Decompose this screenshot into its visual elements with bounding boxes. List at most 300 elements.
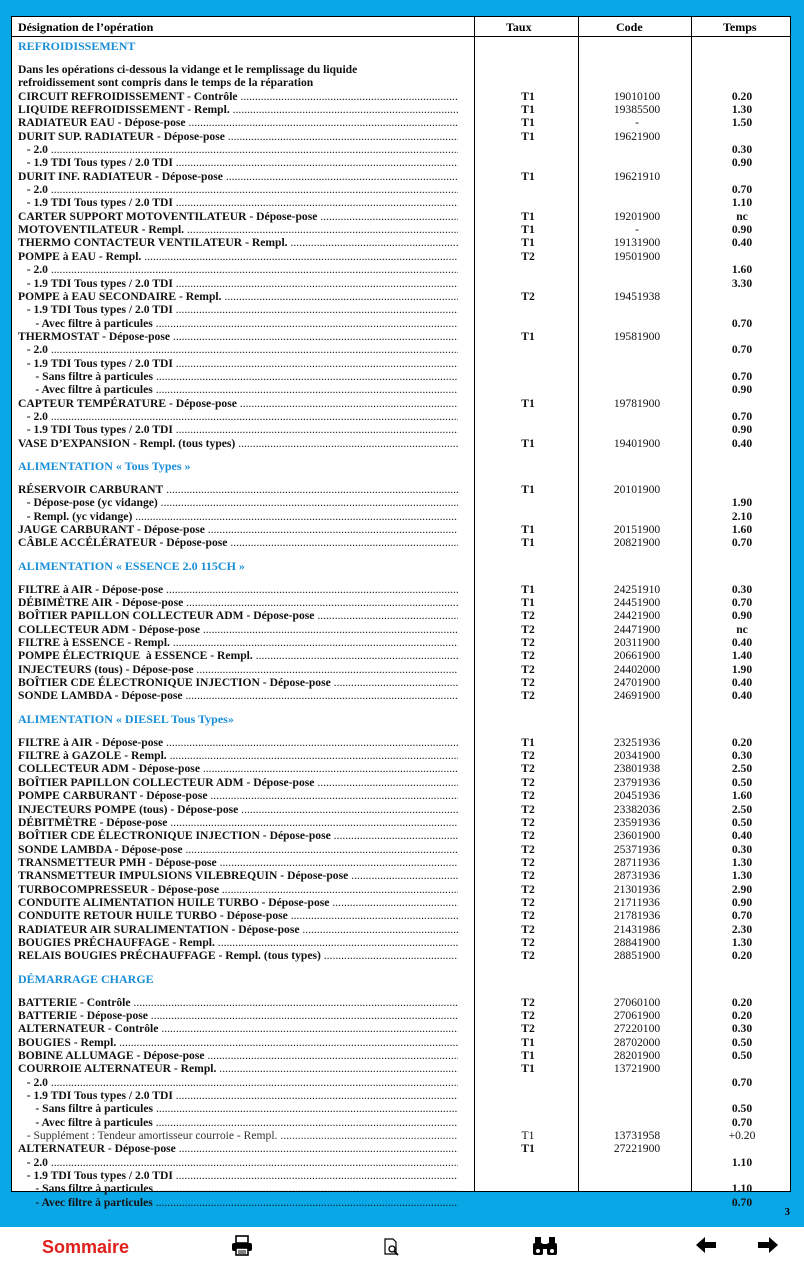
operation-designation: BATTERIE - Contrôle ..... xyxy=(18,996,458,1009)
operation-designation: refroidissement sont compris dans le temps de la réparation xyxy=(18,76,314,90)
header-designation: Désignation de l’opération xyxy=(18,20,154,34)
section-title: ALIMENTATION « Tous Types » xyxy=(18,458,191,473)
table-row xyxy=(12,357,790,370)
operation-taux: T1 xyxy=(521,129,535,143)
row-spacer xyxy=(12,475,790,483)
operation-taux: T1 xyxy=(521,536,535,550)
operation-code: 24251910 xyxy=(613,582,661,596)
operation-temps: 0.20 xyxy=(731,89,753,103)
operation-taux: T2 xyxy=(521,869,535,883)
table-row xyxy=(12,397,790,410)
table-row xyxy=(12,370,790,383)
operation-temps: 0.90 xyxy=(731,895,753,909)
operation-designation: RADIATEUR EAU - Dépose-pose ..... xyxy=(18,116,458,129)
table-row xyxy=(12,1129,790,1142)
operation-temps: 1.30 xyxy=(731,869,753,883)
operation-designation: COLLECTEUR ADM - Dépose-pose ..... xyxy=(18,623,458,636)
operation-temps: 0.70 xyxy=(731,909,753,923)
operation-taux: T2 xyxy=(521,949,535,963)
operation-designation: FILTRE à GAZOLE - Rempl. ..... xyxy=(18,749,458,762)
operation-taux: T1 xyxy=(521,1142,535,1156)
table-row xyxy=(12,949,790,962)
table-row xyxy=(12,789,790,802)
operation-temps: 0.70 xyxy=(731,1115,753,1129)
table-row xyxy=(12,317,790,330)
table-row xyxy=(12,303,790,316)
operation-code: 19621910 xyxy=(613,169,661,183)
operation-code: 23251936 xyxy=(613,735,661,749)
table-row xyxy=(12,1022,790,1035)
row-spacer xyxy=(12,988,790,996)
document-search-icon[interactable] xyxy=(382,1237,402,1263)
operation-designation: Dans les opérations ci-dessous la vidange et le remplissage du liquide xyxy=(18,63,358,76)
operation-taux: T2 xyxy=(521,249,535,263)
table-row xyxy=(12,330,790,343)
operation-code: 27221900 xyxy=(613,1142,661,1156)
operation-code: 28201900 xyxy=(613,1049,661,1062)
operation-temps: 0.90 xyxy=(731,423,753,437)
operation-temps: 2.50 xyxy=(731,762,753,776)
table-row xyxy=(12,156,790,169)
operation-designation: BOÎTIER PAPILLON COLLECTEUR ADM - Dépose-pose ..... xyxy=(18,609,458,622)
operation-designation: CARTER SUPPORT MOTOVENTILATEUR - Dépose-pose ..... xyxy=(18,210,458,223)
operation-code: 24421900 xyxy=(613,609,661,623)
operation-temps: 1.60 xyxy=(731,789,753,803)
operation-designation: - 2.0 ..... xyxy=(18,410,458,423)
operation-temps: 1.90 xyxy=(731,662,753,676)
header-temps: Temps xyxy=(723,20,757,34)
operation-taux: T1 xyxy=(521,116,535,130)
operation-code: 28851900 xyxy=(613,949,661,963)
section-heading xyxy=(12,558,790,575)
table-row xyxy=(12,869,790,882)
operation-code: 19010100 xyxy=(613,89,661,103)
operation-designation: FILTRE à AIR - Dépose-pose ..... xyxy=(18,736,458,749)
table-row xyxy=(12,596,790,609)
operation-designation: - Sans filtre à particules ..... xyxy=(18,370,458,383)
operation-designation: BOÎTIER PAPILLON COLLECTEUR ADM - Dépose-pose ..... xyxy=(18,776,458,789)
operation-code: 23591936 xyxy=(613,815,661,829)
operation-code: 24402000 xyxy=(613,662,661,676)
operation-taux: T2 xyxy=(521,676,535,690)
operation-taux: T2 xyxy=(521,689,535,703)
table-row xyxy=(12,689,790,702)
operation-code: 21711936 xyxy=(614,895,660,909)
table-row xyxy=(12,103,790,116)
table-row xyxy=(12,410,790,423)
operation-taux: T2 xyxy=(521,775,535,789)
operation-temps: 0.70 xyxy=(731,316,753,330)
table-row xyxy=(12,1062,790,1075)
table-row xyxy=(12,343,790,356)
operation-temps: 0.50 xyxy=(731,1102,753,1116)
operation-designation: - Supplément : Tendeur amortisseur courroie - Rempl. ..... xyxy=(18,1129,458,1142)
operation-temps: nc xyxy=(736,622,748,636)
table-row xyxy=(12,496,790,509)
table-row xyxy=(12,1169,790,1182)
operation-code: 20101900 xyxy=(613,482,661,496)
operation-code: 24701900 xyxy=(613,676,661,690)
table-row xyxy=(12,1142,790,1155)
operation-temps: 0.20 xyxy=(731,949,753,963)
operation-code: 23791936 xyxy=(613,775,661,789)
operation-designation: VASE D’EXPANSION - Rempl. (tous types) ..... xyxy=(18,437,458,450)
row-spacer xyxy=(12,55,790,63)
operation-taux: T1 xyxy=(521,523,535,536)
operation-temps: 3.30 xyxy=(731,276,753,290)
operation-taux: T2 xyxy=(521,909,535,923)
operation-designation: - 2.0 ..... xyxy=(18,1076,458,1089)
table-row xyxy=(12,183,790,196)
operation-taux: T2 xyxy=(521,636,535,650)
operation-taux: T1 xyxy=(521,582,535,596)
table-row xyxy=(12,1182,790,1195)
operation-designation: SONDE LAMBDA - Dépose-pose ..... xyxy=(18,689,458,702)
operation-temps: 1.10 xyxy=(731,1182,753,1196)
operation-taux: T1 xyxy=(521,1049,535,1062)
operation-designation: JAUGE CARBURANT - Dépose-pose ..... xyxy=(18,523,458,536)
operation-code: 27220100 xyxy=(613,1022,661,1036)
operation-code: 20311900 xyxy=(614,636,660,650)
operation-code: 19581900 xyxy=(613,329,661,343)
table-row xyxy=(12,803,790,816)
operation-designation: - Avec filtre à particules ..... xyxy=(18,1196,458,1209)
operation-taux: T1 xyxy=(521,436,535,450)
operation-designation: DÉBITMÈTRE - Dépose-pose ..... xyxy=(18,816,458,829)
operation-temps: 1.50 xyxy=(731,116,753,130)
operation-taux: T2 xyxy=(521,815,535,829)
table-row xyxy=(12,1009,790,1022)
operation-designation: RÉSERVOIR CARBURANT ..... xyxy=(18,483,458,496)
table-row xyxy=(12,843,790,856)
operation-code: 24471900 xyxy=(613,622,661,636)
operation-taux: T2 xyxy=(521,649,535,663)
table-row xyxy=(12,1156,790,1169)
section-title: REFROIDISSEMENT xyxy=(18,39,136,53)
table-row xyxy=(12,116,790,129)
operation-designation: CAPTEUR TEMPÉRATURE - Dépose-pose ..... xyxy=(18,397,458,410)
operation-temps: 0.40 xyxy=(731,689,753,703)
operation-code: 23801938 xyxy=(613,762,661,776)
operation-temps: 1.30 xyxy=(731,103,753,117)
operations-table xyxy=(11,16,791,1209)
operation-temps: 0.20 xyxy=(731,995,753,1009)
table-row xyxy=(12,383,790,396)
operation-designation: - Rempl. (yc vidange) ..... xyxy=(18,510,458,523)
operation-code: 20151900 xyxy=(613,523,661,536)
operation-designation: - Sans filtre à particules ..... xyxy=(18,1182,458,1195)
table-body xyxy=(12,38,790,1209)
operation-taux: T1 xyxy=(521,209,535,223)
section-heading xyxy=(12,971,790,988)
operation-temps: 0.30 xyxy=(731,842,753,856)
operation-designation: - Avec filtre à particules ..... xyxy=(18,1116,458,1129)
operation-taux: T1 xyxy=(521,482,535,496)
operation-temps: 1.40 xyxy=(731,649,753,663)
operation-temps: 0.90 xyxy=(731,223,753,237)
operation-temps: 2.50 xyxy=(731,802,753,816)
operation-taux: T1 xyxy=(521,223,535,237)
operation-designation: - 2.0 ..... xyxy=(18,263,458,276)
row-spacer xyxy=(12,450,790,458)
operation-temps: 0.40 xyxy=(731,236,753,250)
table-row xyxy=(12,1049,790,1062)
table-row xyxy=(12,277,790,290)
operation-designation: BOUGIES PRÉCHAUFFAGE - Rempl. ..... xyxy=(18,936,458,949)
operation-temps: 0.70 xyxy=(731,536,753,550)
operation-temps: 0.90 xyxy=(731,609,753,623)
operation-code: 20451936 xyxy=(613,789,661,803)
operation-designation: DURIT SUP. RADIATEUR - Dépose-pose ..... xyxy=(18,130,458,143)
page-number: 3 xyxy=(784,1206,790,1218)
operation-designation: SONDE LAMBDA - Dépose-pose ..... xyxy=(18,843,458,856)
operation-code: 28702000 xyxy=(613,1035,661,1049)
operation-taux: T2 xyxy=(521,995,535,1009)
operation-taux: T2 xyxy=(521,935,535,949)
arrow-left-icon[interactable] xyxy=(694,1235,718,1261)
operation-code: 13721900 xyxy=(613,1062,661,1076)
operation-designation: POMPE à EAU - Rempl. ..... xyxy=(18,250,458,263)
operation-temps: 0.30 xyxy=(731,749,753,763)
operation-code: 21431986 xyxy=(613,922,661,936)
operation-temps: 0.90 xyxy=(731,156,753,170)
table-row xyxy=(12,776,790,789)
operation-designation: - 2.0 ..... xyxy=(18,143,458,156)
table-row xyxy=(12,623,790,636)
operation-designation: FILTRE à ESSENCE - Rempl. ..... xyxy=(18,636,458,649)
operation-taux: T1 xyxy=(521,596,535,610)
table-row xyxy=(12,1076,790,1089)
table-row xyxy=(12,649,790,662)
table-row xyxy=(12,883,790,896)
table-row xyxy=(12,536,790,549)
operation-temps: 0.30 xyxy=(731,582,753,596)
operation-temps: 0.70 xyxy=(731,1195,753,1209)
operation-designation: - 2.0 ..... xyxy=(18,1156,458,1169)
operation-code: 19131900 xyxy=(613,236,661,250)
operation-taux: T2 xyxy=(521,1022,535,1036)
operation-code: 25371936 xyxy=(613,842,661,856)
operation-temps: 1.60 xyxy=(731,523,753,536)
operation-temps: 0.50 xyxy=(731,1035,753,1049)
operation-code: 20341900 xyxy=(613,749,661,763)
operation-designation: MOTOVENTILATEUR - Rempl. ..... xyxy=(18,223,458,236)
table-row xyxy=(12,663,790,676)
operation-designation: BOBINE ALLUMAGE - Dépose-pose ..... xyxy=(18,1049,458,1062)
operation-code: 19501900 xyxy=(613,249,661,263)
operation-taux: T2 xyxy=(521,289,535,303)
table-row xyxy=(12,130,790,143)
operation-code: 19201900 xyxy=(613,209,661,223)
operation-temps: 0.70 xyxy=(731,596,753,610)
table-row xyxy=(12,1116,790,1129)
section-title: ALIMENTATION « ESSENCE 2.0 115CH » xyxy=(18,558,245,573)
table-row xyxy=(12,523,790,536)
operation-code: 24451900 xyxy=(613,596,661,610)
row-spacer xyxy=(12,575,790,583)
operation-designation: - 1.9 TDI Tous types / 2.0 TDI ..... xyxy=(18,423,458,436)
table-row xyxy=(12,290,790,303)
operation-designation: DÉBIMÈTRE AIR - Dépose-pose ..... xyxy=(18,596,458,609)
operation-designation: - 2.0 ..... xyxy=(18,343,458,356)
operation-temps: 0.30 xyxy=(731,1022,753,1036)
operation-taux: T1 xyxy=(521,735,535,749)
binoculars-icon[interactable] xyxy=(531,1235,559,1263)
operation-temps: 0.50 xyxy=(731,775,753,789)
operation-temps: 1.30 xyxy=(731,935,753,949)
operation-taux: T2 xyxy=(521,789,535,803)
operation-designation: POMPE CARBURANT - Dépose-pose ..... xyxy=(18,789,458,802)
operation-taux: T2 xyxy=(521,842,535,856)
operation-code: 21781936 xyxy=(613,909,661,923)
operation-temps: 0.40 xyxy=(731,636,753,650)
table-row xyxy=(12,636,790,649)
operation-designation: - 1.9 TDI Tous types / 2.0 TDI ..... xyxy=(18,196,458,209)
operation-designation: - Dépose-pose (yc vidange) ..... xyxy=(18,496,458,509)
operation-code: 19401900 xyxy=(613,436,661,450)
table-row xyxy=(12,923,790,936)
operation-taux: T1 xyxy=(521,1035,535,1049)
operation-code: 27060100 xyxy=(613,995,661,1009)
operation-designation: INJECTEURS (tous) - Dépose-pose ..... xyxy=(18,663,458,676)
table-row xyxy=(12,76,790,89)
operation-designation: LIQUIDE REFROIDISSEMENT - Rempl. ..... xyxy=(18,103,458,116)
table-row xyxy=(12,829,790,842)
table-row xyxy=(12,762,790,775)
operation-designation: ALTERNATEUR - Contrôle ..... xyxy=(18,1022,458,1035)
operation-designation: RADIATEUR AIR SURALIMENTATION - Dépose-pose ..... xyxy=(18,923,458,936)
table-row xyxy=(12,856,790,869)
table-row xyxy=(12,1102,790,1115)
section-title: ALIMENTATION « DIESEL Tous Types» xyxy=(18,711,234,726)
table-row xyxy=(12,1036,790,1049)
operation-temps: 2.10 xyxy=(731,509,753,523)
operation-temps: 0.50 xyxy=(731,815,753,829)
operation-temps: 0.70 xyxy=(731,183,753,197)
operation-designation: TRANSMETTEUR PMH - Dépose-pose ..... xyxy=(18,856,458,869)
operation-temps: 2.90 xyxy=(731,882,753,896)
operation-temps: 0.30 xyxy=(731,143,753,157)
table-row xyxy=(12,263,790,276)
operation-temps: 2.30 xyxy=(731,922,753,936)
printer-icon[interactable] xyxy=(230,1235,254,1263)
table-row xyxy=(12,676,790,689)
section-heading xyxy=(12,711,790,728)
row-spacer xyxy=(12,703,790,711)
operation-taux: T2 xyxy=(521,882,535,896)
operation-designation: - Avec filtre à particules ..... xyxy=(18,383,458,396)
operation-temps: 0.40 xyxy=(731,829,753,843)
operation-temps: 0.70 xyxy=(731,343,753,357)
operation-temps: 0.70 xyxy=(731,369,753,383)
operation-taux: T2 xyxy=(521,762,535,776)
operation-designation: BOÎTIER CDE ÉLECTRONIQUE INJECTION - Dépose-pose ..... xyxy=(18,676,458,689)
table-row xyxy=(12,223,790,236)
operation-designation: TURBOCOMPRESSEUR - Dépose-pose ..... xyxy=(18,883,458,896)
operation-taux: T2 xyxy=(521,802,535,816)
operation-code: - xyxy=(635,223,639,237)
operation-designation: - 2.0 ..... xyxy=(18,183,458,196)
arrow-right-icon[interactable] xyxy=(756,1235,780,1261)
table-row xyxy=(12,736,790,749)
operation-designation: DURIT INF. RADIATEUR - Dépose-pose ..... xyxy=(18,170,458,183)
operation-designation: CIRCUIT REFROIDISSEMENT - Contrôle ..... xyxy=(18,90,458,103)
operation-code: 20821900 xyxy=(613,536,661,550)
operation-taux: T1 xyxy=(521,236,535,250)
section-heading xyxy=(12,38,790,55)
operation-code: 28841900 xyxy=(613,935,661,949)
operation-code: - xyxy=(635,116,639,130)
section-title: DÉMARRAGE CHARGE xyxy=(18,971,154,986)
header-taux: Taux xyxy=(506,20,532,34)
operation-taux: T1 xyxy=(521,329,535,343)
operation-code: 19781900 xyxy=(613,396,661,410)
operation-taux: T1 xyxy=(521,103,535,117)
operation-code: 24691900 xyxy=(613,689,661,703)
operation-designation: POMPE à EAU SECONDAIRE - Rempl. ..... xyxy=(18,290,458,303)
operation-taux: T2 xyxy=(521,1008,535,1022)
operation-taux: T1 xyxy=(521,1062,535,1076)
operation-code: 20661900 xyxy=(613,649,661,663)
operation-designation: COURROIE ALTERNATEUR - Rempl. ..... xyxy=(18,1062,458,1075)
operation-temps: 1.30 xyxy=(731,855,753,869)
operation-code: 19451938 xyxy=(613,289,661,303)
operation-taux: T2 xyxy=(521,829,535,843)
table-row xyxy=(12,143,790,156)
table-row xyxy=(12,936,790,949)
table-row xyxy=(12,236,790,249)
operation-taux: T1 xyxy=(521,1129,535,1143)
table-row xyxy=(12,90,790,103)
section-heading xyxy=(12,458,790,475)
table-row xyxy=(12,63,790,76)
table-row xyxy=(12,1089,790,1102)
operation-temps: 1.60 xyxy=(731,263,753,277)
operation-taux: T2 xyxy=(521,855,535,869)
operation-designation: TRANSMETTEUR IMPULSIONS VILEBREQUIN - Dépose-pose ..... xyxy=(18,869,458,882)
table-row xyxy=(12,170,790,183)
row-spacer xyxy=(12,550,790,558)
operation-temps: 0.20 xyxy=(731,1008,753,1022)
row-spacer xyxy=(12,728,790,736)
sommaire-link[interactable]: Sommaire xyxy=(42,1237,130,1257)
operation-taux: T2 xyxy=(521,749,535,763)
operation-code: 13731958 xyxy=(613,1129,661,1143)
operation-taux: T2 xyxy=(521,895,535,909)
table-row xyxy=(12,483,790,496)
table-row xyxy=(12,896,790,909)
table-row xyxy=(12,583,790,596)
operation-temps: 0.40 xyxy=(731,676,753,690)
operation-designation: - 1.9 TDI Tous types / 2.0 TDI ..... xyxy=(18,156,458,169)
table-row xyxy=(12,510,790,523)
operation-designation: RELAIS BOUGIES PRÉCHAUFFAGE - Rempl. (tous types) ..... xyxy=(18,949,458,962)
operation-designation: BOÎTIER CDE ÉLECTRONIQUE INJECTION - Dépose-pose ..... xyxy=(18,829,458,842)
operation-temps: 1.90 xyxy=(731,496,753,510)
operation-designation: - 1.9 TDI Tous types / 2.0 TDI ..... xyxy=(18,277,458,290)
operation-designation: BATTERIE - Dépose-pose ..... xyxy=(18,1009,458,1022)
operation-taux: T2 xyxy=(521,662,535,676)
operation-temps: 0.90 xyxy=(731,383,753,397)
operation-designation: COLLECTEUR ADM - Dépose-pose ..... xyxy=(18,762,458,775)
operation-designation: - 1.9 TDI Tous types / 2.0 TDI ..... xyxy=(18,357,458,370)
table-row xyxy=(12,996,790,1009)
operation-taux: T1 xyxy=(521,89,535,103)
operation-code: 23382036 xyxy=(613,802,661,816)
operation-designation: - Sans filtre à particules ..... xyxy=(18,1102,458,1115)
operation-designation: CONDUITE ALIMENTATION HUILE TURBO - Dépose-pose ..... xyxy=(18,896,458,909)
table-row xyxy=(12,250,790,263)
